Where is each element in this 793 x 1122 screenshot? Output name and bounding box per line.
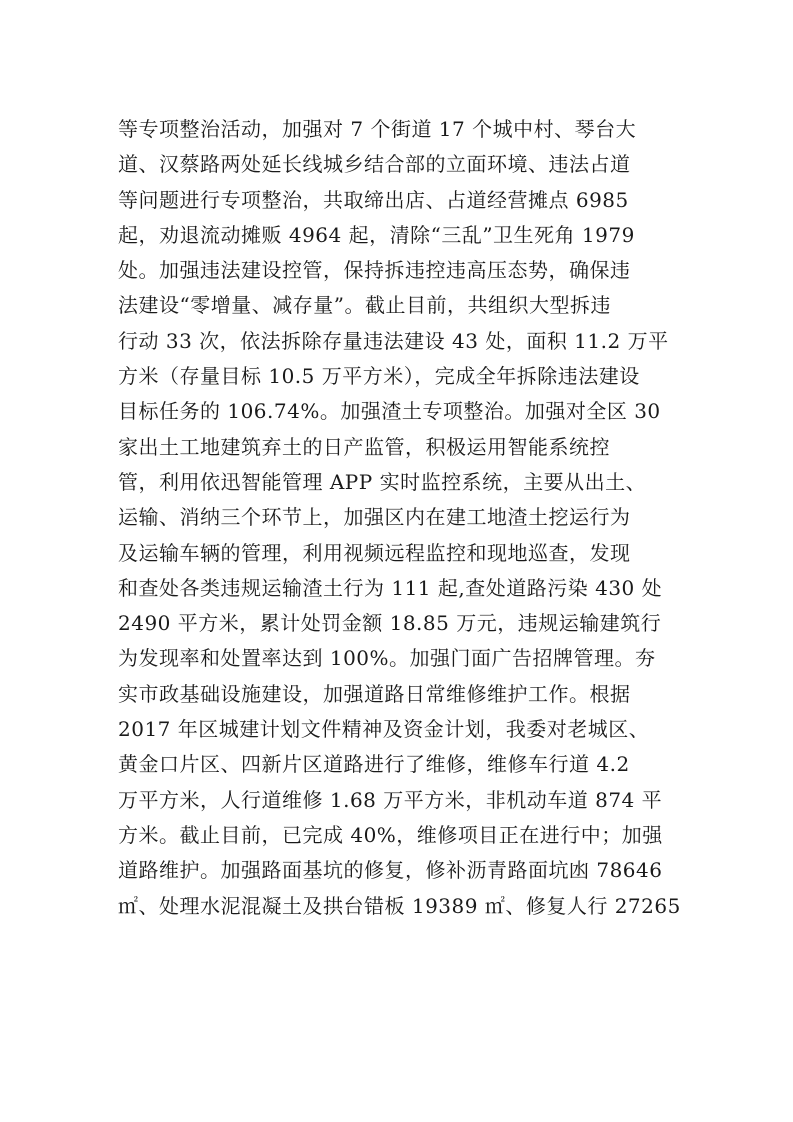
text-line: 2017 年区城建计划文件精神及资金计划，我委对老城区、	[118, 717, 650, 742]
text-line: 道、汉蔡路两处延长线城乡结合部的立面环境、违法占道	[118, 152, 631, 177]
text-line: 起，劝退流动摊贩 4964 起，清除“三乱”卫生死角 1979	[118, 222, 635, 247]
text-line: ㎡、处理水泥混凝土及拱台错板 19389 ㎡、修复人行 27265	[118, 893, 681, 918]
text-line: 运输、消纳三个环节上，加强区内在建工地渣土挖运行为	[118, 505, 631, 530]
text-line: 及运输车辆的管理，利用视频远程监控和现地巡查，发现	[118, 540, 631, 565]
text-line: 家出土工地建筑弃土的日产监管，积极运用智能系统控	[118, 434, 610, 459]
text-line: 处。加强违法建设控管，保持拆违控违高压态势，确保违	[118, 258, 631, 283]
body-text	[118, 112, 681, 924]
text-line: 行动 33 次，依法拆除存量违法建设 43 处，面积 11.2 万平	[118, 328, 669, 353]
text-line: 方米（存量目标 10.5 万平方米），完成全年拆除违法建设	[118, 364, 640, 389]
text-line: 等专项整治活动，加强对 7 个街道 17 个城中村、琴台大	[118, 117, 637, 141]
text-line: 万平方米，人行道维修 1.68 万平方米，非机动车道 874 平	[118, 787, 663, 812]
text-line: 实市政基础设施建设，加强道路日常维修维护工作。根据	[118, 681, 631, 706]
text-line: 和查处各类违规运输渣土行为 111 起,查处道路污染 430 处	[118, 575, 663, 600]
text-line: 为发现率和处置率达到 100%。加强门面广告招牌管理。夯	[118, 646, 656, 671]
text-line: 2490 平方米，累计处罚金额 18.85 万元，违规运输建筑行	[118, 611, 662, 636]
text-line: 法建设“零增量、减存量”。截止目前，共组织大型拆违	[118, 293, 611, 318]
text-line: 等问题进行专项整治，共取缔出店、占道经营摊点 6985	[118, 187, 629, 212]
text-line: 管，利用依迅智能管理 APP 实时监控系统，主要从出土、	[118, 469, 647, 494]
text-line: 道路维护。加强路面基坑的修复，修补沥青路面坑凼 78646	[118, 858, 663, 883]
text-line: 目标任务的 106.74%。加强渣土专项整治。加强对全区 30	[118, 399, 661, 424]
text-line: 方米。截止目前，已完成 40%，维修项目正在进行中；加强	[118, 822, 663, 847]
text-line: 黄金口片区、四新片区道路进行了维修，维修车行道 4.2	[118, 752, 630, 777]
